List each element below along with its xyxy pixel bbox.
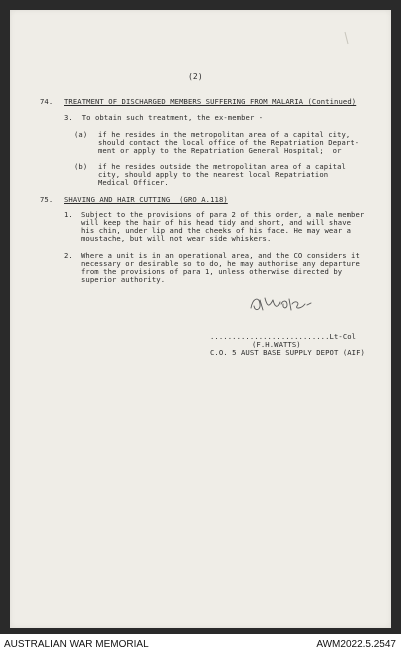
para-74-b-line-1: if he resides outside the metropolitan area of a capital: [98, 162, 346, 171]
handwritten-signature: [245, 290, 317, 316]
para-75-heading: SHAVING AND HAIR CUTTING (GRO A.118): [64, 195, 228, 204]
para-74-b-line-2: city, should apply to the nearest local Repatriation: [98, 170, 329, 179]
para-75-2-line-4: superior authority.: [81, 275, 166, 284]
para-75-2-label: 2.: [64, 251, 73, 260]
para-75-2-line-2: necessary or desirable so to do, he may authorise any departure: [81, 259, 360, 268]
para-75-2-line-1: Where a unit is in an operational area, and the CO considers it: [81, 251, 360, 260]
para-74-sub-3: 3. To obtain such treatment, the ex-member -: [64, 113, 264, 122]
para-75-1-line-2: will keep the hair of his head tidy and short, and will shave: [81, 218, 352, 227]
para-74-a-line-1: if he resides in the metropolitan area of a capital city,: [98, 130, 351, 139]
para-75-2-line-3: from the provisions of para 1, unless otherwise directed by: [81, 267, 343, 276]
archive-footer: [0, 636, 401, 653]
para-74-b-line-3: Medical Officer.: [98, 178, 169, 187]
signatory-title: C.O. 5 AUST BASE SUPPLY DEPOT (AIF): [210, 348, 365, 357]
para-74-number: 74.: [40, 97, 54, 106]
para-74-a-line-2: should contact the local office of the Repatriation Depart-: [98, 138, 360, 147]
para-75-1-label: 1.: [64, 210, 73, 219]
para-75-number: 75.: [40, 195, 54, 204]
para-74-b-label: (b): [74, 162, 88, 171]
para-74-heading: TREATMENT OF DISCHARGED MEMBERS SUFFERING FROM MALARIA (Continued): [64, 97, 357, 106]
page-number: (2): [188, 72, 203, 81]
para-75-1-line-4: moustache, but will not wear side whiskers.: [81, 234, 272, 243]
para-75-1-line-1: Subject to the provisions of para 2 of this order, a male member: [81, 210, 365, 219]
footer-accession-number: AWM2022.5.2547: [316, 639, 396, 650]
paper-mark: [335, 30, 355, 50]
para-74-a-label: (a): [74, 130, 88, 139]
footer-institution: AUSTRALIAN WAR MEMORIAL: [4, 639, 149, 650]
para-75-1-line-3: his chin, under lip and the cheeks of his face. He may wear a: [81, 226, 352, 235]
signatory-name: (F.H.WATTS): [252, 340, 301, 349]
para-74-a-line-3: ment or apply to the Repatriation General Hospital; or: [98, 146, 342, 155]
signature-dotted-line: ...........................Lt-Col: [210, 332, 357, 341]
